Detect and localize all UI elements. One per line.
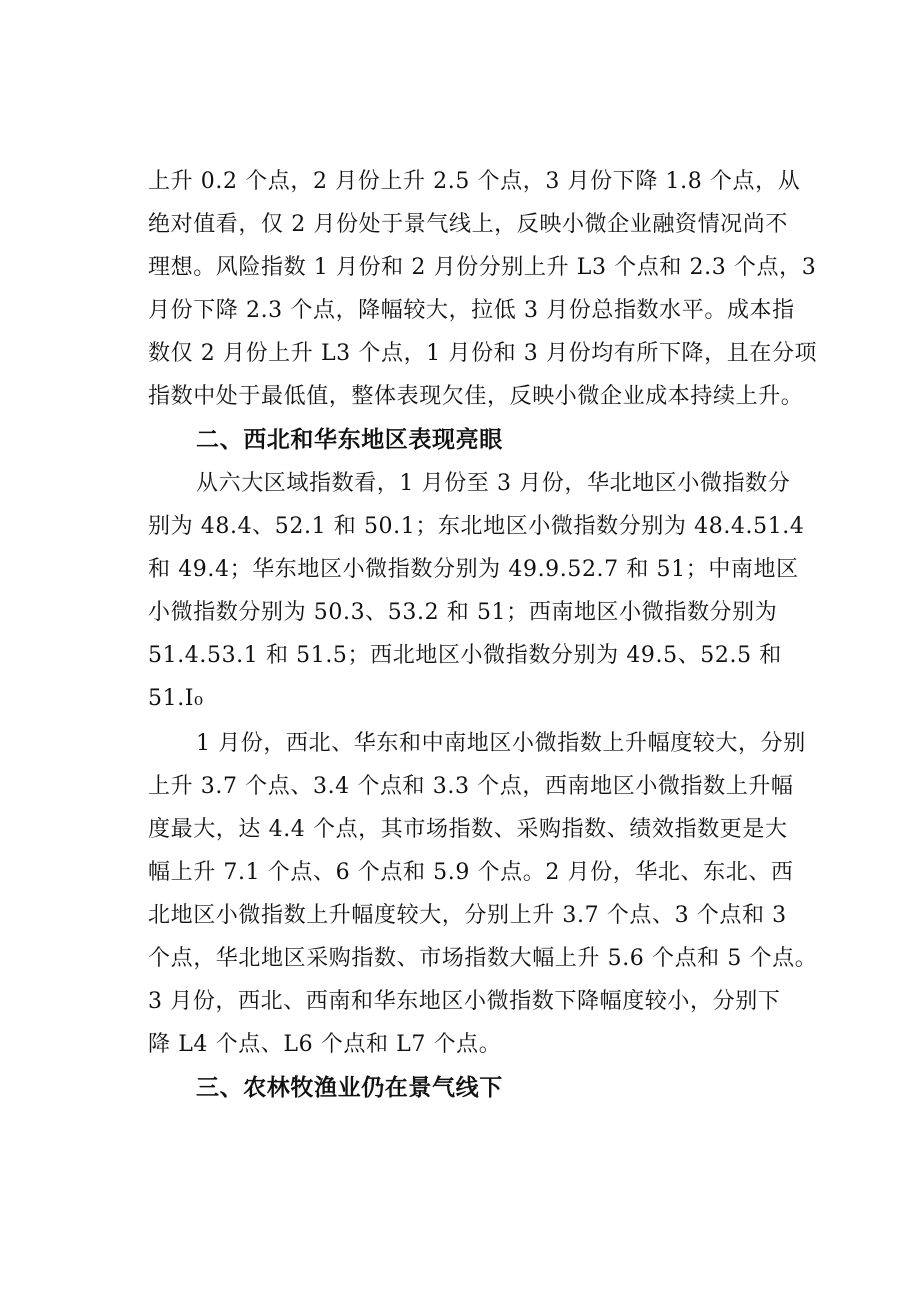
paragraph-3-line-8: 降 L4 个点、L6 个点和 L7 个点。 (148, 1032, 502, 1057)
paragraph-1-line-1: 上升 0.2 个点，2 月份上升 2.5 个点，3 月份下降 1.8 个点，从 (148, 169, 801, 194)
paragraph-1-line-3: 理想。风险指数 1 月份和 2 月份分别上升 L3 个点和 2.3 个点，3 (148, 255, 817, 280)
paragraph-3-line-1: 1 月份，西北、华东和中南地区小微指数上升幅度较大，分别 (196, 731, 806, 756)
paragraph-2-line-3: 和 49.4；华东地区小微指数分别为 49.9.52.7 和 51；中南地区 (148, 557, 799, 582)
paragraph-3-line-6: 个点，华北地区采购指数、市场指数大幅上升 5.6 个点和 5 个点。 (148, 946, 818, 971)
paragraph-1-line-5: 数仅 2 月份上升 L3 个点，1 月份和 3 月份均有所下降，且在分项 (148, 341, 818, 366)
section-heading-3: 三、农林牧渔业仍在景气线下 (196, 1075, 503, 1101)
paragraph-3-line-2: 上升 3.7 个点、3.4 个点和 3.3 个点，西南地区小微指数上升幅 (148, 774, 794, 799)
paragraph-1-line-2: 绝对值看，仅 2 月份处于景气线上，反映小微企业融资情况尚不 (148, 212, 788, 237)
paragraph-3-line-4: 幅上升 7.1 个点、6 个点和 5.9 个点。2 月份，华北、东北、西 (148, 860, 794, 885)
paragraph-1-line-6: 指数中处于最低值，整体表现欠佳，反映小微企业成本持续上升。 (148, 384, 804, 409)
paragraph-3-line-7: 3 月份，西北、西南和华东地区小微指数下降幅度较小，分别下 (148, 989, 781, 1014)
paragraph-2-line-1: 从六大区域指数看，1 月份至 3 月份，华北地区小微指数分 (196, 471, 791, 496)
paragraph-2-line-6: 51.I₀ (148, 686, 204, 711)
paragraph-1-line-4: 月份下降 2.3 个点，降幅较大，拉低 3 月份总指数水平。成本指 (148, 298, 795, 323)
section-heading-2: 二、西北和华东地区表现亮眼 (196, 427, 503, 453)
paragraph-2-line-4: 小微指数分别为 50.3、53.2 和 51；西南地区小微指数分别为 (148, 600, 778, 625)
paragraph-2-line-2: 别为 48.4、52.1 和 50.1；东北地区小微指数分别为 48.4.51.4 (148, 514, 805, 539)
paragraph-3-line-3: 度最大，达 4.4 个点，其市场指数、采购指数、绩效指数更是大 (148, 817, 788, 842)
paragraph-2-line-5: 51.4.53.1 和 51.5；西北地区小微指数分别为 49.5、52.5 和 (148, 643, 782, 668)
paragraph-3-line-5: 北地区小微指数上升幅度较大，分别上升 3.7 个点、3 个点和 3 (148, 903, 787, 928)
